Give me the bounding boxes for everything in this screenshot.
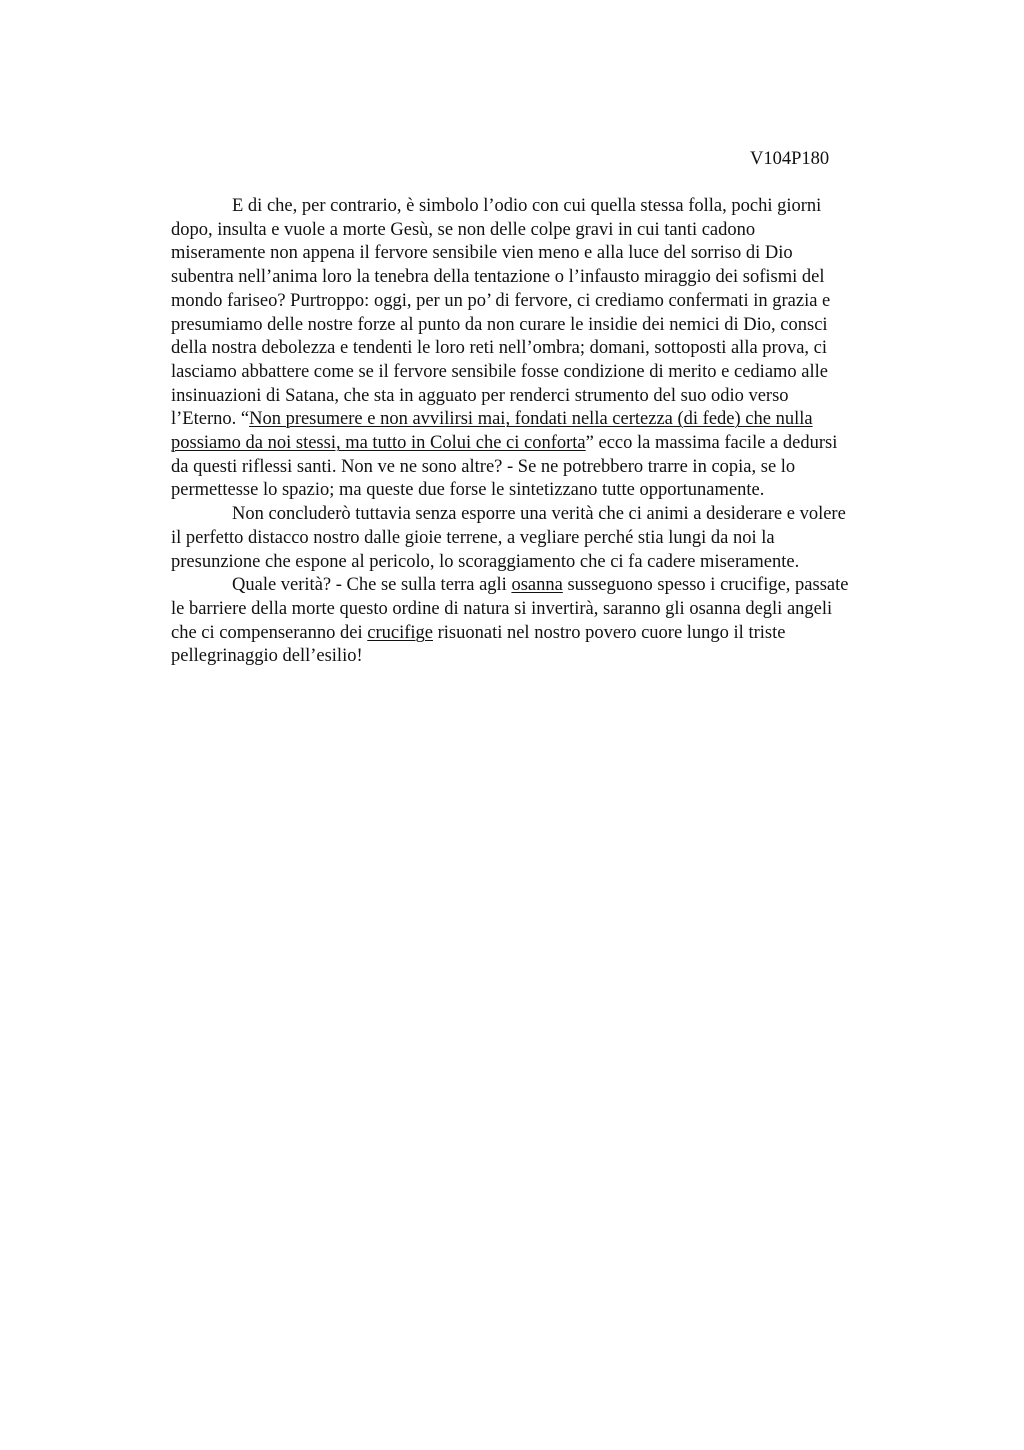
paragraph-2 — [171, 503, 923, 574]
paragraph-3 — [171, 574, 923, 669]
text-line: da questi riflessi santi. Non ve ne sono altre? - Se ne potrebbero trarre in copia, se lo — [171, 456, 796, 477]
underlined-quote: possiamo da noi stessi, ma tutto in Colui che ci conforta — [171, 433, 586, 454]
text-line: il perfetto distacco nostro dalle gioie terrene, a vegliare perché stia lungi da noi la — [171, 527, 775, 548]
text-line: miseramente non appena il fervore sensibile vien meno e alla luce del sorriso di Dio — [171, 243, 793, 264]
text-line: presumiamo delle nostre forze al punto da non curare le insidie dei nemici di Dio, consci — [171, 314, 828, 335]
text-line: subentra nell’anima loro la tenebra della tentazione o l’infausto miraggio dei sofismi del — [171, 267, 825, 288]
text-line — [171, 408, 923, 432]
page-code: V104P180 — [750, 149, 830, 169]
text-line — [171, 574, 923, 598]
text-line: dopo, insulta e vuole a morte Gesù, se non delle colpe gravi in cui tanti cadono — [171, 219, 756, 240]
text-line: Non concluderò tuttavia senza esporre una verità che ci animi a desiderare e volere — [232, 504, 846, 525]
text-fragment: l’Eterno. “ — [171, 409, 250, 430]
text-fragment: susseguono spesso i crucifige, passate — [562, 575, 849, 596]
underlined-quote: Non presumere e non avvilirsi mai, fondati nella certezza (di fede) che nulla — [249, 409, 813, 430]
text-line: della nostra debolezza e tendenti le loro reti nell’ombra; domani, sottoposti alla prova, ci — [171, 338, 828, 359]
text-line: lasciamo abbattere come se il fervore sensibile fosse condizione di merito e cediamo alle — [171, 361, 829, 382]
text-line: le barriere della morte questo ordine di natura si invertirà, saranno gli osanna degli angeli — [171, 598, 833, 619]
text-line: presunzione che espone al pericolo, lo scoraggiamento che ci fa cadere miseramente. — [171, 551, 800, 572]
text-line: E di che, per contrario, è simbolo l’odio con cui quella stessa folla, pochi giorni — [232, 196, 822, 216]
text-line — [171, 622, 923, 646]
text-fragment: risuonati nel nostro povero cuore lungo il triste — [432, 622, 786, 643]
text-fragment: Quale verità? - Che se sulla terra agli — [232, 575, 512, 596]
paragraph-1 — [171, 195, 923, 503]
text-line: permettesse lo spazio; ma queste due forse le sintetizzano tutte opportunamente. — [171, 480, 765, 501]
text-line: mondo fariseo? Purtroppo: oggi, per un po’ di fervore, ci crediamo confermati in grazia e — [171, 290, 831, 311]
text-line — [171, 432, 923, 456]
document-body — [171, 195, 923, 669]
text-line: pellegrinaggio dell’esilio! — [171, 646, 363, 667]
text-line: insinuazioni di Satana, che sta in agguato per renderci strumento del suo odio verso — [171, 385, 789, 406]
text-fragment: che ci compenseranno dei — [171, 622, 368, 643]
underlined-word: crucifige — [367, 622, 433, 643]
text-fragment: ” ecco la massima facile a dedursi — [585, 433, 838, 454]
underlined-word: osanna — [511, 575, 563, 596]
